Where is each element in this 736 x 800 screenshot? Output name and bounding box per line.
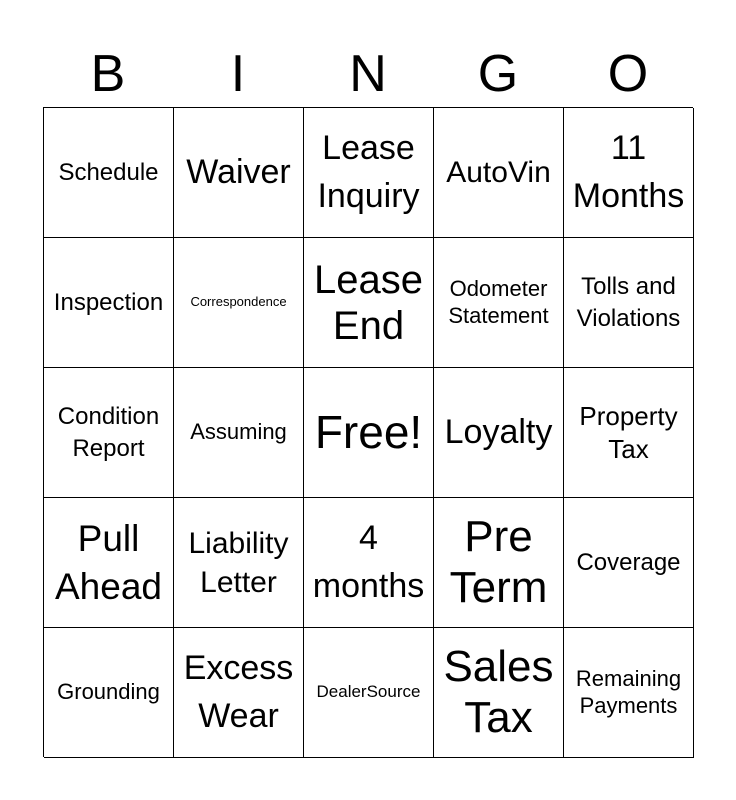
cell-label: Sales Tax [443, 641, 554, 742]
cell-label: Coverage [576, 548, 681, 576]
bingo-cell[interactable] [434, 108, 564, 238]
cell-label: Pull Ahead [55, 518, 162, 607]
bingo-cell[interactable] [174, 238, 304, 368]
bingo-cell[interactable] [44, 368, 174, 498]
bingo-board [43, 107, 693, 757]
cell-label: Odometer Statement [448, 276, 549, 328]
bingo-cell[interactable] [564, 108, 694, 238]
bingo-cell[interactable] [434, 238, 564, 368]
bingo-cell[interactable] [564, 368, 694, 498]
bingo-cell[interactable] [44, 238, 174, 368]
cell-label: 11 Months [572, 128, 685, 215]
free-space-label: Free! [314, 405, 423, 458]
cell-label: Pre Term [449, 511, 548, 612]
cell-label: Correspondence [190, 294, 287, 310]
bingo-cell[interactable] [44, 498, 174, 628]
cell-label: Excess Wear [183, 648, 294, 735]
bingo-cell[interactable] [434, 498, 564, 628]
cell-label: Tolls and Violations [576, 273, 681, 332]
header-letter-b: B [90, 45, 126, 103]
cell-label: Loyalty [444, 412, 553, 451]
bingo-cell[interactable] [434, 628, 564, 758]
bingo-header [43, 40, 693, 108]
cell-label: Lease End [314, 257, 423, 348]
cell-label: Condition Report [57, 403, 160, 462]
cell-label: Liability Letter [188, 526, 289, 599]
cell-label: DealerSource [316, 682, 421, 702]
cell-label: Remaining Payments [575, 666, 682, 718]
bingo-cell[interactable] [174, 498, 304, 628]
bingo-cell[interactable] [434, 368, 564, 498]
cell-label: Lease Inquiry [317, 128, 420, 215]
bingo-cell[interactable] [174, 628, 304, 758]
cell-label: Property Tax [579, 401, 678, 464]
bingo-cell[interactable] [564, 498, 694, 628]
header-letter-o: O [607, 45, 649, 103]
bingo-cell[interactable] [174, 368, 304, 498]
bingo-cell[interactable] [564, 238, 694, 368]
bingo-cell[interactable] [304, 498, 434, 628]
bingo-cell[interactable] [44, 108, 174, 238]
bingo-cell[interactable] [564, 628, 694, 758]
bingo-cell[interactable] [304, 238, 434, 368]
cell-label: Schedule [58, 158, 159, 186]
cell-label: AutoVin [446, 156, 551, 189]
cell-label: Grounding [57, 679, 160, 705]
bingo-cell[interactable] [304, 628, 434, 758]
cell-label: Assuming [190, 419, 287, 445]
free-space-cell[interactable] [304, 368, 434, 498]
cell-label: 4 months [312, 518, 425, 605]
header-letter-g: G [477, 45, 519, 103]
bingo-cell[interactable] [44, 628, 174, 758]
cell-label: Waiver [186, 152, 291, 191]
header-letter-i: I [230, 45, 246, 103]
cell-label: Inspection [53, 288, 164, 316]
header-letter-n: N [349, 45, 387, 103]
bingo-cell[interactable] [304, 108, 434, 238]
bingo-cell[interactable] [174, 108, 304, 238]
